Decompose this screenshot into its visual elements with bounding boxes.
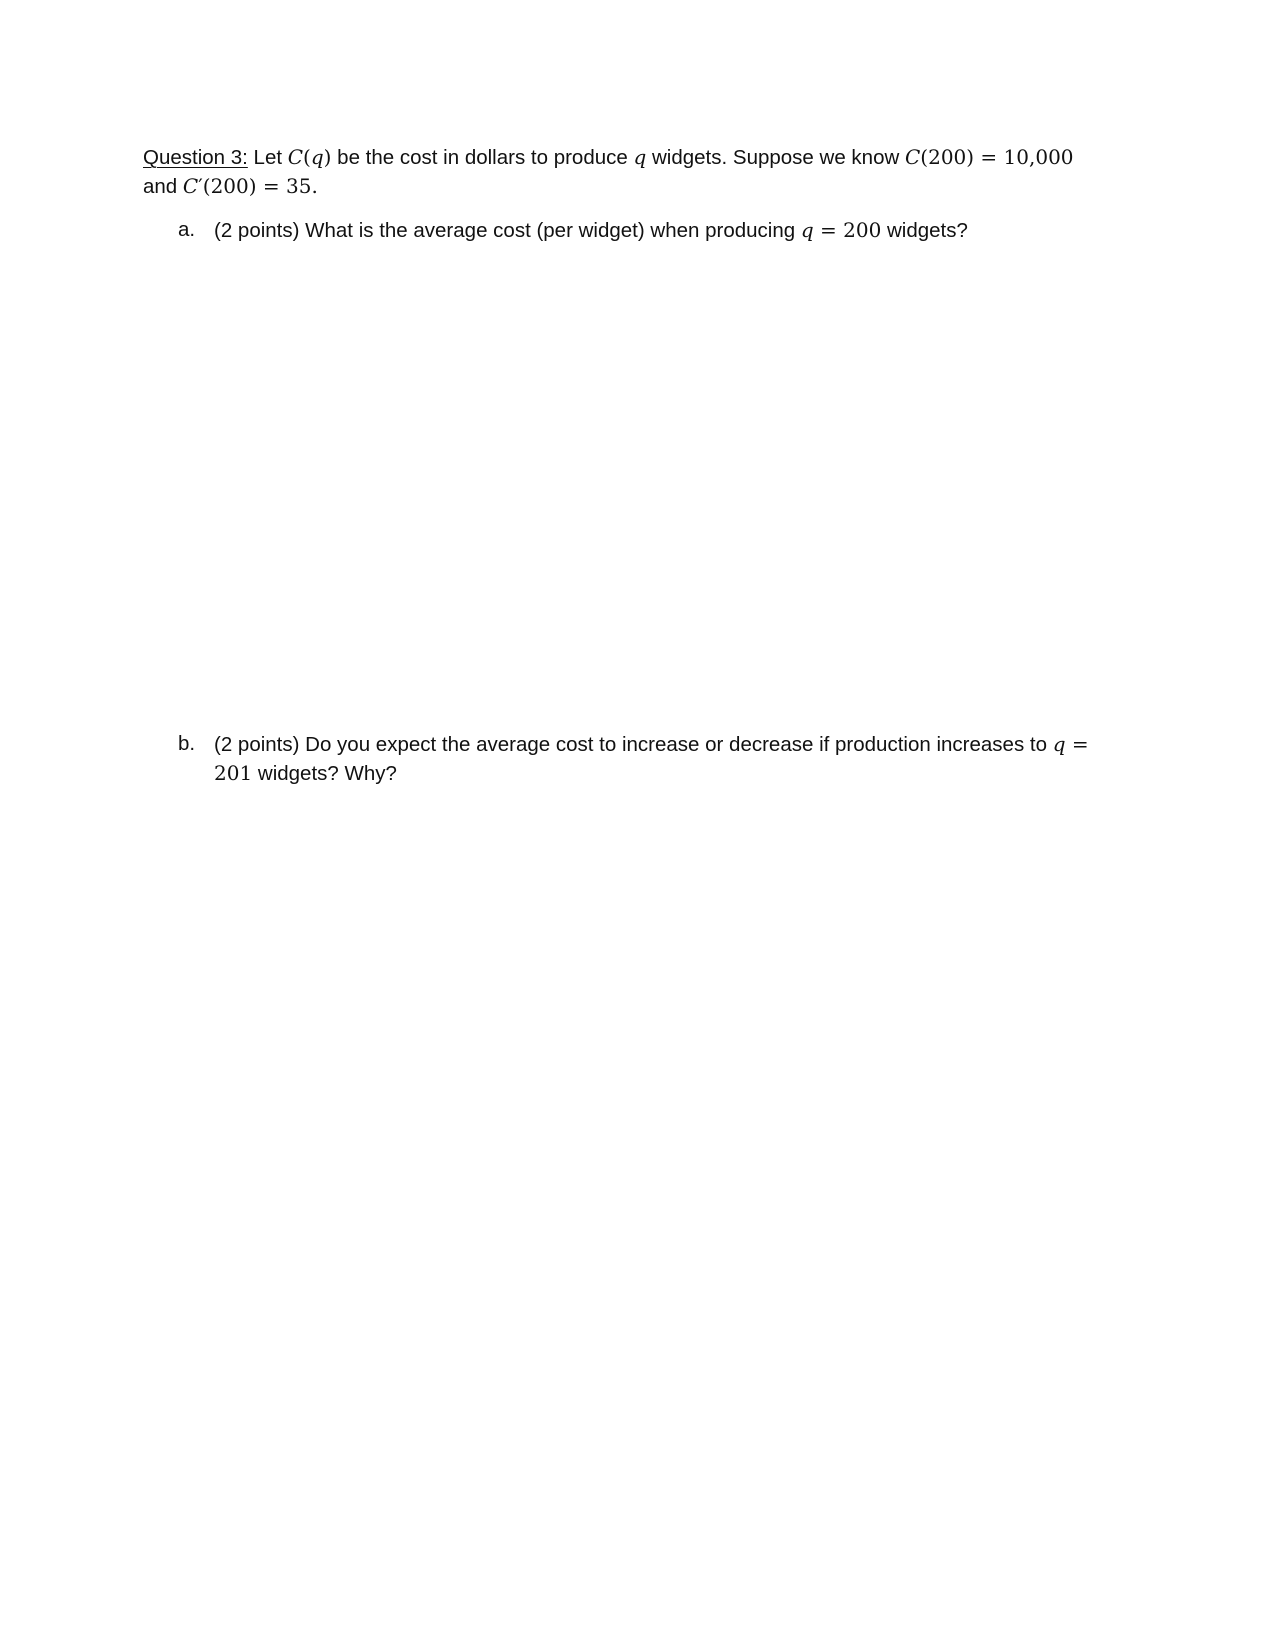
- math-expression: C′(200) = 35: [182, 174, 312, 198]
- math-expression: C(200) = 10,000: [904, 145, 1074, 169]
- math-expression: C(q): [287, 145, 332, 169]
- math-expression: q =: [1052, 732, 1089, 756]
- part-b-marker: b.: [178, 732, 196, 755]
- question-text: and: [143, 175, 183, 198]
- math-variable: q: [633, 145, 647, 169]
- question-text: Let: [247, 146, 288, 169]
- question-text: .: [311, 174, 318, 198]
- part-b-line-1: (2 points) Do you expect the average cost to increase or decrease if production increases to q =: [214, 732, 1089, 756]
- part-b-line-2: 201 widgets? Why?: [214, 761, 397, 785]
- question-line-1: [143, 142, 1074, 173]
- math-number: 201: [214, 761, 253, 785]
- question-text: be the cost in dollars to produce: [331, 146, 634, 169]
- question-heading: Question 3:: [143, 146, 248, 169]
- part-a-text: (2 points) What is the average cost (per widget) when producing q = 200 widgets?: [214, 218, 968, 242]
- question-text: widgets. Suppose we know: [646, 146, 905, 169]
- math-expression: q = 200: [800, 218, 882, 242]
- question-line-2: [143, 171, 318, 202]
- part-a-marker: a.: [178, 218, 196, 241]
